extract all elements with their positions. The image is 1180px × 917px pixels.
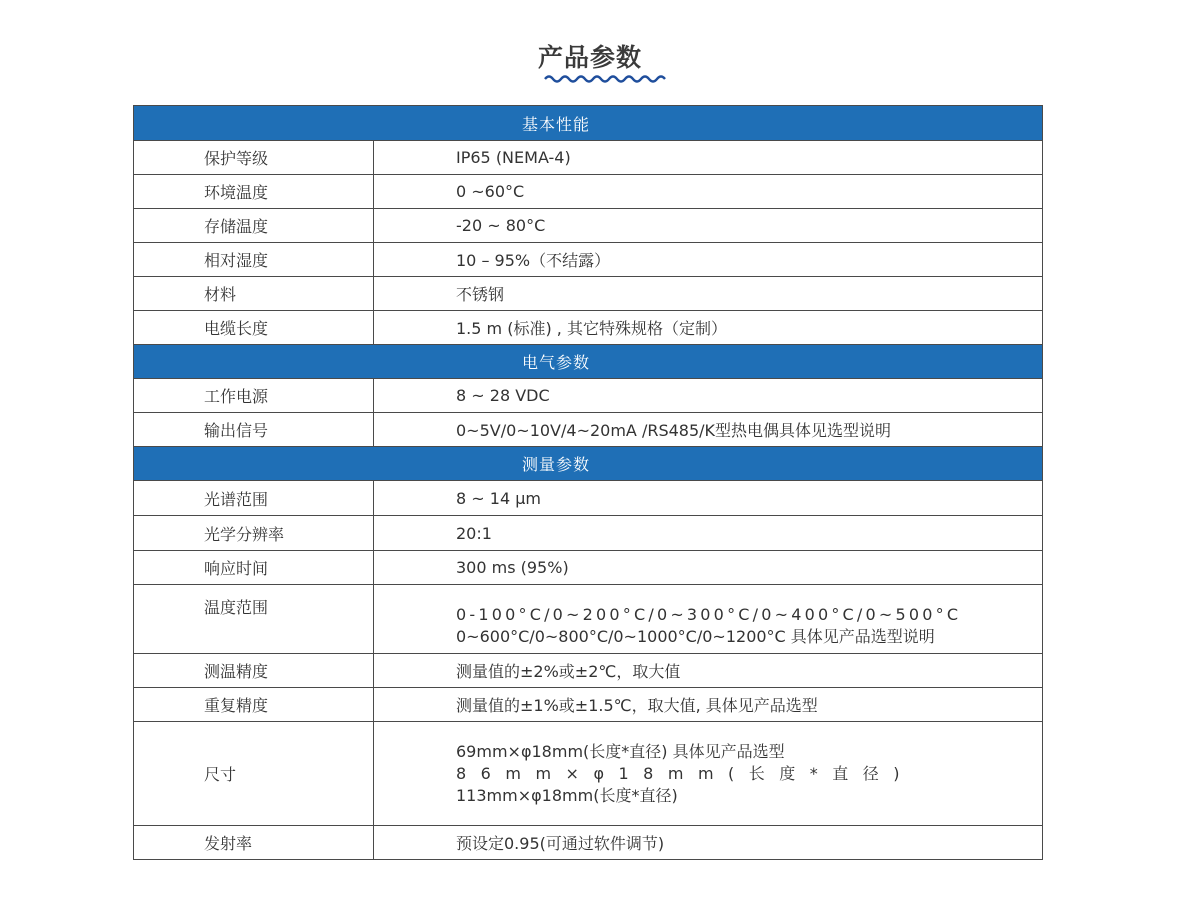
value-line: 0~600°C/0~800°C/0~1000°C/0~1200°C 具体见产品选型说明 [456,627,935,646]
table-row [134,654,1043,688]
section-header [134,345,1043,379]
row-value: 0 ~60°C [374,175,1043,209]
row-label: 材料 [134,277,374,311]
row-label: 相对湿度 [134,243,374,277]
row-value [374,585,1043,654]
value-line: 0-100°C/0~200°C/0~300°C/0~400°C/0~500°C [456,605,962,624]
row-value: 测量值的±1%或±1.5℃，取大值, 具体见产品选型 [374,688,1043,722]
table-row [134,413,1043,447]
row-value: 8 ~ 14 µm [374,481,1043,516]
table-row [134,551,1043,585]
title-underline-wave [543,73,669,85]
row-label: 温度范围 [134,585,374,654]
row-label: 尺寸 [134,722,374,826]
table-row [134,175,1043,209]
row-label: 输出信号 [134,413,374,447]
row-label: 重复精度 [134,688,374,722]
row-value: -20 ~ 80°C [374,209,1043,243]
row-label: 环境温度 [134,175,374,209]
row-value: 测量值的±2%或±2℃，取大值 [374,654,1043,688]
row-label: 测温精度 [134,654,374,688]
title-wrapper [0,38,1180,74]
table-row [134,243,1043,277]
section-title: 电气参数 [521,353,590,372]
row-label: 发射率 [134,826,374,860]
row-label: 响应时间 [134,551,374,585]
section-title: 基本性能 [521,114,590,134]
row-value: 20:1 [374,516,1043,551]
section-header [134,106,1043,141]
page-title: 产品参数 [537,43,642,72]
row-label: 电缆长度 [134,311,374,345]
row-value: 不锈钢 [374,277,1043,311]
table-row [134,688,1043,722]
value-line: 69mm×φ18mm(长度*直径) 具体见产品选型 [456,741,785,761]
row-label: 保护等级 [134,141,374,175]
row-label: 光谱范围 [134,481,374,516]
row-value: 300 ms (95%) [374,551,1043,585]
row-value: 1.5 m (标准) , 其它特殊规格（定制） [374,311,1043,345]
table-row [134,481,1043,516]
row-value: 预设定0.95(可通过软件调节) [374,826,1043,860]
value-line: 113mm×φ18mm(长度*直径) [456,785,678,805]
row-label: 存储温度 [134,209,374,243]
table-row [134,722,1043,826]
value-line: 86mm×φ18mm(长度*直径) [456,763,915,783]
table-row [134,516,1043,551]
row-value: 0~5V/0~10V/4~20mA /RS485/K型热电偶具体见选型说明 [374,413,1043,447]
table-row [134,277,1043,311]
row-value: 8 ~ 28 VDC [374,379,1043,413]
table-row [134,379,1043,413]
spec-table [133,105,1043,860]
row-label: 光学分辨率 [134,516,374,551]
row-value: 10 – 95%（不结露） [374,243,1043,277]
section-header [134,447,1043,481]
section-title: 测量参数 [521,455,590,474]
table-row [134,311,1043,345]
row-value: IP65 (NEMA-4) [374,141,1043,175]
table-row [134,585,1043,654]
row-value [374,722,1043,826]
table-row [134,141,1043,175]
table-row [134,209,1043,243]
table-row [134,826,1043,860]
row-label: 工作电源 [134,379,374,413]
